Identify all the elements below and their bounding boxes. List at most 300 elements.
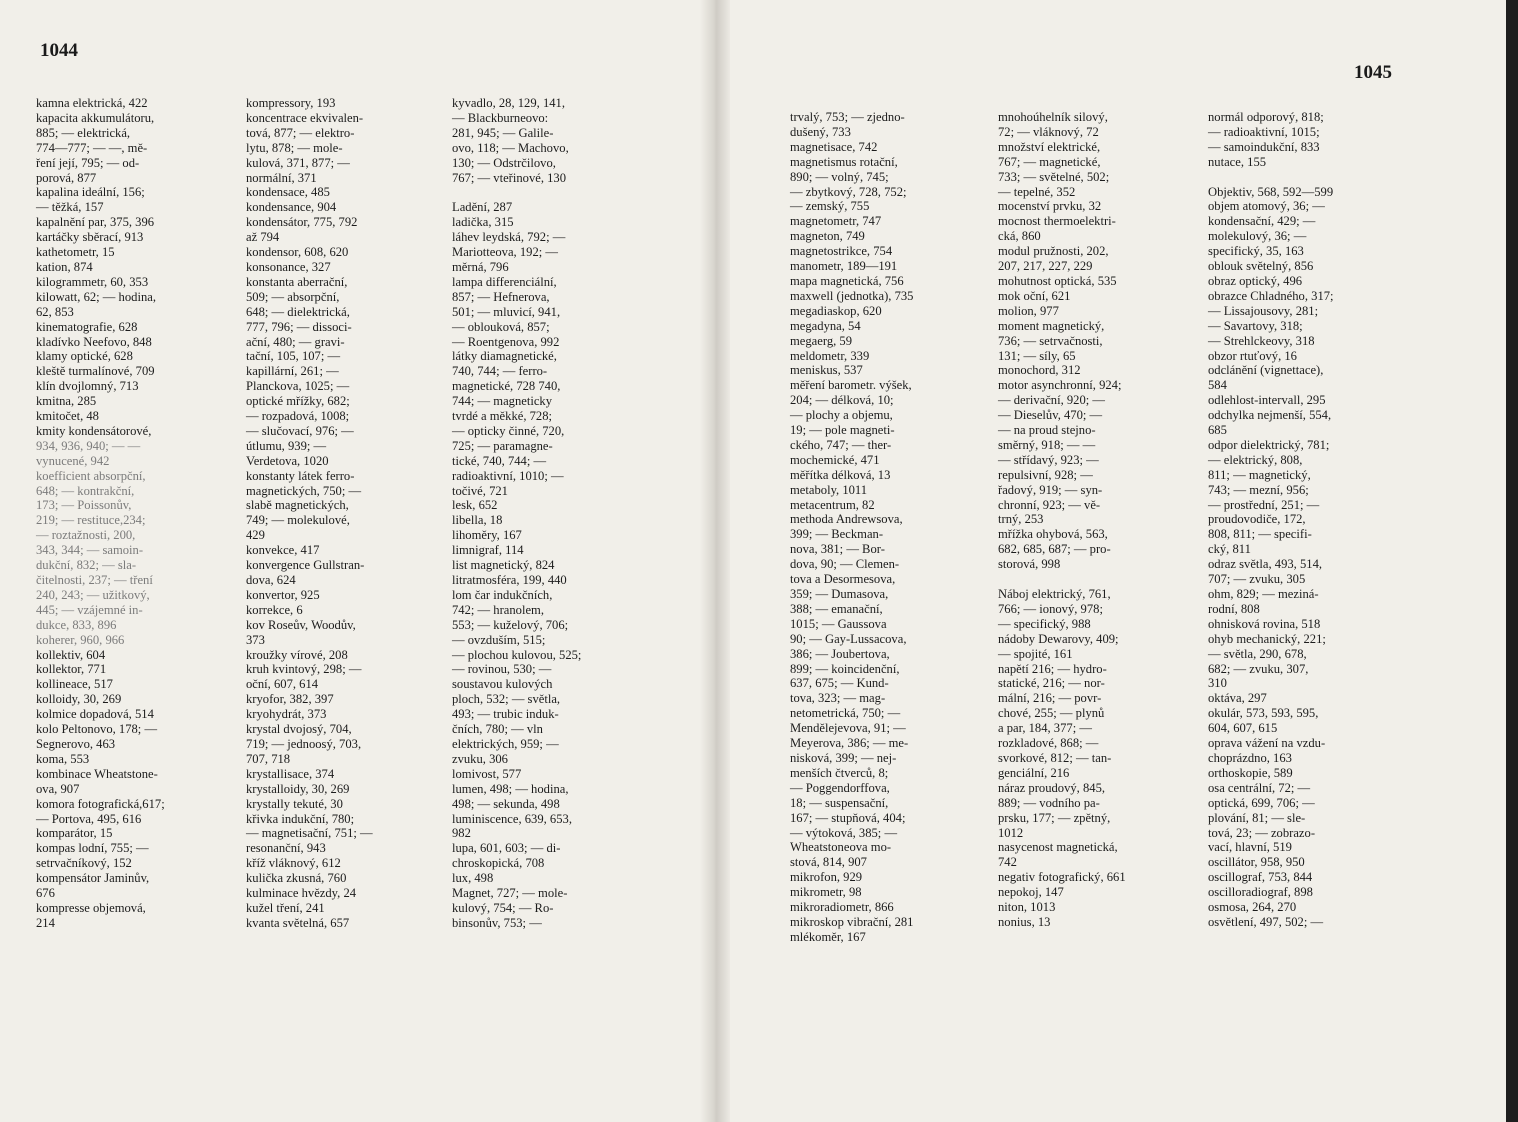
- index-line: krystalloidy, 30, 269: [246, 781, 350, 796]
- index-line: kompressory, 193: [246, 96, 336, 110]
- index-line: oblouk světelný, 856: [1208, 259, 1314, 274]
- index-line: — na proud stejno-: [998, 423, 1096, 438]
- index-line: 388; — emanační,: [790, 601, 883, 616]
- index-line: komora fotografická,617;: [36, 796, 165, 811]
- index-line: konvergence Gullstran-: [246, 558, 365, 573]
- index-line: — světla, 290, 678,: [1208, 646, 1307, 661]
- index-line: setrvačníkový, 152: [36, 856, 132, 871]
- index-line: 343, 344; — samoin-: [36, 543, 144, 558]
- index-line: 767; — magnetické,: [998, 154, 1101, 169]
- index-line: ladička, 315: [452, 215, 514, 230]
- index-line: limnigraf, 114: [452, 543, 524, 558]
- index-line: měření barometr. výšek,: [790, 378, 912, 393]
- index-line: lytu, 878; — mole-: [246, 140, 343, 155]
- index-line: statické, 216; — nor-: [998, 676, 1105, 691]
- index-line: 744; — magneticky: [452, 394, 553, 409]
- index-line: měřítka délková, 13: [790, 467, 891, 482]
- index-line: 740, 744; — ferro-: [452, 364, 548, 379]
- index-line: nádoby Dewarovy, 409;: [998, 631, 1119, 646]
- index-line: tova, 323; — mag-: [790, 691, 886, 706]
- index-line: konsonance, 327: [246, 259, 331, 274]
- index-line: komparátor, 15: [36, 826, 113, 841]
- index-line: resonanční, 943: [246, 841, 326, 856]
- index-line: 648; — dielektrická,: [246, 304, 350, 319]
- index-line: 19; — pole magneti-: [790, 423, 895, 438]
- index-line: ova, 907: [36, 781, 80, 796]
- index-line: 240, 243; — užitkový,: [36, 587, 150, 602]
- index-line: manometr, 189—191: [790, 259, 898, 274]
- index-line: tační, 105, 107; —: [246, 349, 341, 364]
- index-line: magnetické, 728 740,: [452, 379, 561, 394]
- index-line: elektrických, 959; —: [452, 736, 559, 751]
- index-line: 584: [1208, 378, 1227, 393]
- index-line: klamy optické, 628: [36, 349, 133, 364]
- index-line: kompas lodní, 755; —: [36, 841, 149, 856]
- index-line: — derivační, 920; —: [998, 393, 1106, 408]
- index-line: 553; — kuželový, 706;: [452, 617, 569, 632]
- index-line: osvětlení, 497, 502; —: [1208, 914, 1324, 929]
- index-line: 736; — setrvačnosti,: [998, 333, 1103, 348]
- index-line: metaboly, 1011: [790, 482, 868, 497]
- index-line: Verdetova, 1020: [246, 453, 329, 468]
- index-line: konstanty látek ferro-: [246, 468, 355, 483]
- index-line: nisková, 399; — nej-: [790, 750, 897, 765]
- index-line: lampa differenciální,: [452, 274, 557, 289]
- index-line: maxwell (jednotka), 735: [790, 288, 914, 303]
- index-line: 18; — suspensační,: [790, 795, 889, 810]
- index-line: cký, 811: [1208, 542, 1251, 557]
- right-page-column-2: [998, 110, 1126, 930]
- index-line: metacentrum, 82: [790, 497, 875, 512]
- index-line: 808, 811; — specifi-: [1208, 527, 1312, 542]
- index-line: — plochou kulovou, 525;: [452, 647, 582, 662]
- index-line: 777, 796; — dissoci-: [246, 319, 352, 334]
- index-line: obrazce Chladného, 317;: [1208, 288, 1334, 303]
- index-line: ohyb mechanický, 221;: [1208, 631, 1326, 646]
- index-line: 493; — trubic induk-: [452, 707, 559, 722]
- index-line: Mariotteova, 192; —: [452, 245, 558, 260]
- index-line: kondensátor, 775, 792: [246, 215, 358, 230]
- index-line: 173; — Poissonův,: [36, 498, 132, 513]
- index-line: — magnetisační, 751; —: [246, 826, 373, 841]
- index-line: normál odporový, 818;: [1208, 110, 1324, 124]
- index-line: 373: [246, 632, 265, 647]
- index-line: slabě magnetických,: [246, 498, 349, 513]
- index-line: motor asynchronní, 924;: [998, 378, 1122, 393]
- index-line: kompensátor Jaminův,: [36, 871, 150, 886]
- index-line: — Blackburneovo:: [452, 110, 549, 125]
- index-line: litratmosféra, 199, 440: [452, 573, 567, 587]
- index-line: korrekce, 6: [246, 602, 303, 617]
- index-line: magnetisace, 742: [790, 139, 878, 154]
- index-line: — plochy a objemu,: [790, 408, 893, 423]
- index-line: mocenství prvku, 32: [998, 199, 1102, 214]
- index-line: — elektrický, 808,: [1208, 452, 1303, 467]
- index-line: — rovinou, 530; —: [452, 662, 552, 677]
- index-line: magnetometr, 747: [790, 214, 882, 229]
- index-line: modul pružnosti, 202,: [998, 244, 1109, 259]
- index-line: kapalnění par, 375, 396: [36, 215, 155, 230]
- index-line: 501; — mluvicí, 941,: [452, 304, 561, 319]
- index-line: — zbytkový, 728, 752;: [790, 184, 907, 199]
- index-line: řadový, 919; — syn-: [998, 482, 1103, 497]
- index-line: krystally tekuté, 30: [246, 796, 343, 811]
- index-line: 899; — koincidenční,: [790, 661, 900, 676]
- index-line: 707, 718: [246, 751, 291, 766]
- index-line: — zemský, 755: [790, 199, 870, 214]
- index-line: mřížka ohybová, 563,: [998, 527, 1108, 542]
- index-line: megadyna, 54: [790, 318, 861, 333]
- index-line: tová, 877; — elektro-: [246, 125, 355, 140]
- index-line: trvalý, 753; — zjedno-: [790, 110, 905, 124]
- index-line: 766; — ionový, 978;: [998, 601, 1103, 616]
- index-line: 719; — jednoosý, 703,: [246, 736, 362, 751]
- left-page-column-3: [452, 96, 581, 931]
- index-line: 509; — absorpční,: [246, 289, 340, 304]
- index-line: kapalina ideální, 156;: [36, 185, 145, 200]
- index-line: kyvadlo, 28, 129, 141,: [452, 96, 565, 110]
- index-line: lom čar indukčních,: [452, 587, 553, 602]
- index-line: negativ fotografický, 661: [998, 870, 1126, 885]
- index-line: 310: [1208, 676, 1227, 691]
- left-page-column-2: [246, 96, 373, 931]
- index-line: lupa, 601, 603; — di-: [452, 841, 561, 856]
- index-line: ohm, 829; — meziná-: [1208, 587, 1319, 601]
- index-line: kulová, 371, 877; —: [246, 155, 350, 170]
- index-line: [1208, 170, 1334, 185]
- index-line: 281, 945; — Galile-: [452, 125, 554, 140]
- index-line: specifický, 35, 163: [1208, 244, 1304, 259]
- index-line: genciální, 216: [998, 765, 1070, 780]
- index-line: niton, 1013: [998, 900, 1056, 915]
- index-line: mnohoúhelník silový,: [998, 110, 1108, 124]
- index-line: 90; — Gay-Lussacova,: [790, 631, 907, 646]
- index-line: 648; — kontrakční,: [36, 483, 135, 498]
- index-line: kondensance, 904: [246, 200, 337, 215]
- index-line: ační, 480; — gravi-: [246, 334, 345, 349]
- index-line: 637, 675; — Kund-: [790, 676, 889, 691]
- index-line: kathetometr, 15: [36, 245, 115, 260]
- index-line: lesk, 652: [452, 498, 498, 513]
- index-line: — oblouková, 857;: [452, 319, 550, 334]
- index-line: — prostřední, 251; —: [1208, 497, 1320, 512]
- index-line: — ovzduším, 515;: [452, 632, 546, 647]
- index-line: 682; — zvuku, 307,: [1208, 661, 1309, 676]
- index-line: 214: [36, 915, 55, 930]
- index-line: radioaktivní, 1010; —: [452, 468, 564, 483]
- index-line: 130; — Odstrčilovo,: [452, 155, 556, 170]
- index-line: množství elektrické,: [998, 139, 1101, 154]
- index-line: kamna elektrická, 422: [36, 96, 148, 110]
- index-line: porová, 877: [36, 170, 97, 185]
- index-line: ohnisková rovina, 518: [1208, 616, 1321, 631]
- right-page-column-3: [1208, 110, 1334, 930]
- index-line: mikrometr, 98: [790, 885, 862, 900]
- index-line: krystallisace, 374: [246, 766, 335, 781]
- index-line: mikroradiometr, 866: [790, 900, 894, 915]
- index-line: 207, 217, 227, 229: [998, 259, 1093, 274]
- index-line: koma, 553: [36, 751, 90, 766]
- index-line: mikrofon, 929: [790, 870, 863, 885]
- index-line: — Strehlckeovy, 318: [1208, 333, 1315, 348]
- left-page-number: 1044: [40, 40, 78, 61]
- index-line: nonius, 13: [998, 914, 1051, 929]
- index-line: konvertor, 925: [246, 587, 320, 602]
- index-line: [998, 572, 1126, 587]
- index-line: — těžká, 157: [36, 200, 104, 215]
- index-line: meldometr, 339: [790, 348, 870, 363]
- index-line: — radioaktivní, 1015;: [1208, 124, 1320, 139]
- index-line: objem atomový, 36; —: [1208, 199, 1325, 214]
- index-line: plování, 81; — sle-: [1208, 810, 1306, 825]
- index-line: molekulový, 36; —: [1208, 229, 1307, 244]
- index-line: kmity kondensátorové,: [36, 423, 152, 438]
- index-line: 1015; — Gaussova: [790, 616, 887, 631]
- index-line: 982: [452, 826, 471, 841]
- index-line: dušený, 733: [790, 124, 851, 139]
- index-line: 72; — vláknový, 72: [998, 124, 1099, 139]
- index-line: kulový, 754; — Ro-: [452, 900, 554, 915]
- index-line: kondensační, 429; —: [1208, 214, 1316, 229]
- index-line: Ladění, 287: [452, 200, 513, 215]
- index-line: koefficient absorpční,: [36, 468, 146, 483]
- index-line: chové, 255; — plynů: [998, 706, 1105, 721]
- index-line: netometrická, 750; —: [790, 706, 901, 721]
- index-line: 742: [998, 855, 1017, 870]
- index-line: dova, 90; — Clemen-: [790, 557, 900, 572]
- index-line: svorkové, 812; — tan-: [998, 750, 1112, 765]
- index-line: tické, 740, 744; —: [452, 453, 547, 468]
- index-line: útlumu, 939; —: [246, 438, 327, 453]
- right-page-number: 1045: [1354, 62, 1392, 83]
- index-line: tová, 23; — zobrazo-: [1208, 825, 1316, 840]
- index-line: odlehlost-intervall, 295: [1208, 393, 1326, 408]
- index-line: — rozpadová, 1008;: [246, 409, 350, 424]
- index-line: Objektiv, 568, 592—599: [1208, 184, 1334, 199]
- index-line: mochemické, 471: [790, 452, 880, 467]
- index-line: rodní, 808: [1208, 601, 1260, 616]
- index-line: — samoindukční, 833: [1208, 139, 1320, 154]
- index-line: 676: [36, 886, 55, 901]
- index-line: nova, 381; — Bor-: [790, 542, 885, 557]
- index-line: oscillátor, 958, 950: [1208, 855, 1305, 870]
- index-line: čních, 780; — vln: [452, 722, 543, 737]
- index-line: kmitna, 285: [36, 394, 97, 409]
- index-line: kříž vláknový, 612: [246, 856, 341, 871]
- index-line: okulár, 573, 593, 595,: [1208, 706, 1319, 721]
- index-line: mlékoměr, 167: [790, 929, 866, 944]
- index-line: optická, 699, 706; —: [1208, 795, 1315, 810]
- index-line: tvrdé a měkké, 728;: [452, 409, 553, 424]
- index-line: kombinace Wheatstone-: [36, 766, 158, 781]
- index-line: chroskopická, 708: [452, 856, 545, 871]
- index-line: kulminace hvězdy, 24: [246, 886, 357, 901]
- index-line: odpor dielektrický, 781;: [1208, 437, 1330, 452]
- index-line: — tepelné, 352: [998, 184, 1076, 199]
- index-line: kompresse objemová,: [36, 900, 146, 915]
- index-line: normální, 371: [246, 170, 317, 185]
- index-line: 934, 936, 940; — —: [36, 438, 141, 453]
- index-line: kation, 874: [36, 259, 93, 274]
- index-line: — střídavý, 923; —: [998, 452, 1099, 467]
- index-line: — Roentgenova, 992: [452, 334, 560, 349]
- index-line: kroužky vírové, 208: [246, 647, 348, 662]
- index-line: methoda Andrewsova,: [790, 512, 903, 527]
- index-line: 204; — délková, 10;: [790, 393, 894, 408]
- index-line: koherer, 960, 966: [36, 632, 125, 647]
- index-line: vací, hlavní, 519: [1208, 840, 1292, 855]
- index-line: obzor rtuťový, 16: [1208, 348, 1297, 363]
- right-page-column-1: [790, 110, 913, 945]
- index-line: — Lissajousovy, 281;: [1208, 303, 1319, 318]
- index-line: lux, 498: [452, 871, 494, 886]
- index-line: — specifický, 988: [998, 616, 1091, 631]
- index-line: ploch, 532; — světla,: [452, 692, 561, 707]
- index-line: 62, 853: [36, 304, 74, 319]
- index-line: mikroskop vibrační, 281: [790, 914, 914, 929]
- index-line: kvanta světelná, 657: [246, 915, 350, 930]
- index-line: 429: [246, 528, 265, 543]
- index-line: 743; — mezní, 956;: [1208, 482, 1309, 497]
- index-line: kondensor, 608, 620: [246, 245, 349, 260]
- index-line: repulsivní, 928; —: [998, 467, 1093, 482]
- index-line: obraz optický, 496: [1208, 273, 1303, 288]
- index-line: 386; — Joubertova,: [790, 646, 890, 661]
- left-page-column-1: [36, 96, 165, 931]
- index-line: 445; — vzájemné in-: [36, 602, 143, 617]
- index-line: osmosa, 264, 270: [1208, 900, 1297, 915]
- index-line: 498; — sekunda, 498: [452, 796, 560, 811]
- index-line: 885; — elektrická,: [36, 125, 131, 140]
- index-line: — výtoková, 385; —: [790, 825, 898, 840]
- index-line: 682, 685, 687; — pro-: [998, 542, 1111, 557]
- index-line: kulička zkusná, 760: [246, 871, 347, 886]
- index-line: kužel tření, 241: [246, 900, 325, 915]
- index-line: kolo Peltonovo, 178; —: [36, 722, 158, 737]
- index-line: orthoskopie, 589: [1208, 765, 1293, 780]
- index-line: moment magnetický,: [998, 318, 1105, 333]
- index-line: látky diamagnetické,: [452, 349, 557, 364]
- index-line: tova a Desormesova,: [790, 572, 896, 587]
- index-line: — spojité, 161: [998, 646, 1073, 661]
- index-line: mální, 216; — povr-: [998, 691, 1102, 706]
- index-line: prsku, 177; — zpětný,: [998, 810, 1111, 825]
- index-line: lumen, 498; — hodina,: [452, 781, 569, 796]
- index-line: kondensace, 485: [246, 185, 330, 200]
- index-line: měrná, 796: [452, 259, 509, 274]
- index-line: — Poggendorffova,: [790, 780, 890, 795]
- index-line: kartáčky sběrací, 913: [36, 230, 144, 245]
- index-line: 685: [1208, 423, 1227, 438]
- index-line: klín dvojlomný, 713: [36, 379, 139, 394]
- index-line: list magnetický, 824: [452, 558, 555, 573]
- index-line: megadiaskop, 620: [790, 303, 882, 318]
- index-line: 857; — Hefnerova,: [452, 289, 550, 304]
- index-line: libella, 18: [452, 513, 503, 528]
- index-line: Wheatstoneova mo-: [790, 840, 892, 855]
- index-line: binsonův, 753; —: [452, 915, 542, 930]
- index-line: Mendělejevova, 91; —: [790, 721, 906, 736]
- index-line: kolloidy, 30, 269: [36, 692, 122, 707]
- index-line: dukční, 832; — sla-: [36, 558, 137, 573]
- index-line: chronní, 923; — vě-: [998, 497, 1101, 512]
- index-line: dukce, 833, 896: [36, 617, 117, 632]
- index-line: — Savartovy, 318;: [1208, 318, 1303, 333]
- index-line: — slučovací, 976; —: [246, 423, 354, 438]
- index-line: kilowatt, 62; — hodina,: [36, 289, 156, 304]
- index-line: Segnerovo, 463: [36, 736, 116, 751]
- index-line: a par, 184, 377; —: [998, 721, 1092, 736]
- index-line: 742; — hranolem,: [452, 602, 544, 617]
- index-line: — roztažnosti, 200,: [36, 528, 136, 543]
- page-edge-shadow: [1506, 0, 1518, 1122]
- book-gutter: [700, 0, 730, 1122]
- index-line: [452, 185, 581, 200]
- index-line: kryohydrát, 373: [246, 707, 327, 722]
- index-line: konstanta aberrační,: [246, 274, 348, 289]
- index-line: oscillograf, 753, 844: [1208, 870, 1313, 885]
- index-line: mapa magnetická, 756: [790, 273, 904, 288]
- index-line: Planckova, 1025; —: [246, 379, 350, 394]
- index-line: oktáva, 297: [1208, 691, 1267, 706]
- index-line: čitelnosti, 237; — tření: [36, 573, 153, 587]
- index-line: ření její, 795; — od-: [36, 155, 140, 170]
- index-line: Meyerova, 386; — me-: [790, 736, 909, 751]
- index-line: krystal dvojosý, 704,: [246, 722, 352, 737]
- index-line: 733; — světelné, 502;: [998, 169, 1110, 184]
- index-line: meniskus, 537: [790, 363, 863, 378]
- index-line: kleště turmalínové, 709: [36, 364, 155, 379]
- index-line: nutace, 155: [1208, 154, 1267, 169]
- index-line: láhev leydská, 792; —: [452, 230, 566, 245]
- index-line: luminiscence, 639, 653,: [452, 811, 572, 826]
- index-line: Náboj elektrický, 761,: [998, 587, 1111, 601]
- index-line: cká, 860: [998, 229, 1041, 244]
- index-line: 707; — zvuku, 305: [1208, 572, 1306, 587]
- index-line: zvuku, 306: [452, 751, 508, 766]
- index-line: proudovodiče, 172,: [1208, 512, 1306, 527]
- index-line: trný, 253: [998, 512, 1044, 527]
- index-line: menších čtverců, 8;: [790, 765, 889, 780]
- index-line: nasycenost magnetická,: [998, 840, 1118, 855]
- index-line: mok oční, 621: [998, 288, 1071, 303]
- index-line: osa centrální, 72; —: [1208, 780, 1311, 795]
- index-line: lihoměry, 167: [452, 528, 522, 543]
- index-line: magnetostrikce, 754: [790, 244, 893, 259]
- index-line: 131; — síly, 65: [998, 348, 1076, 363]
- index-line: — opticky činné, 720,: [452, 423, 565, 438]
- index-line: točivé, 721: [452, 483, 508, 498]
- index-line: storová, 998: [998, 557, 1061, 572]
- index-line: 399; — Beckman-: [790, 527, 884, 542]
- index-line: odchylka nejmenší, 554,: [1208, 408, 1332, 423]
- index-line: kapillární, 261; —: [246, 364, 339, 379]
- index-line: odraz světla, 493, 514,: [1208, 557, 1323, 572]
- index-line: kolmice dopadová, 514: [36, 707, 154, 722]
- index-line: 1012: [998, 825, 1024, 840]
- index-line: monochord, 312: [998, 363, 1081, 378]
- index-line: ckého, 747; — ther-: [790, 437, 892, 452]
- index-line: kollektiv, 604: [36, 647, 106, 662]
- index-line: Magnet, 727; — mole-: [452, 886, 568, 901]
- index-line: optické mřížky, 682;: [246, 394, 350, 409]
- index-line: magneton, 749: [790, 229, 865, 244]
- index-line: náraz proudový, 845,: [998, 780, 1106, 795]
- index-line: ovo, 118; — Machovo,: [452, 140, 569, 155]
- index-line: mohutnost optická, 535: [998, 273, 1117, 288]
- index-line: 604, 607, 615: [1208, 721, 1278, 736]
- index-line: kov Roseův, Woodův,: [246, 617, 356, 632]
